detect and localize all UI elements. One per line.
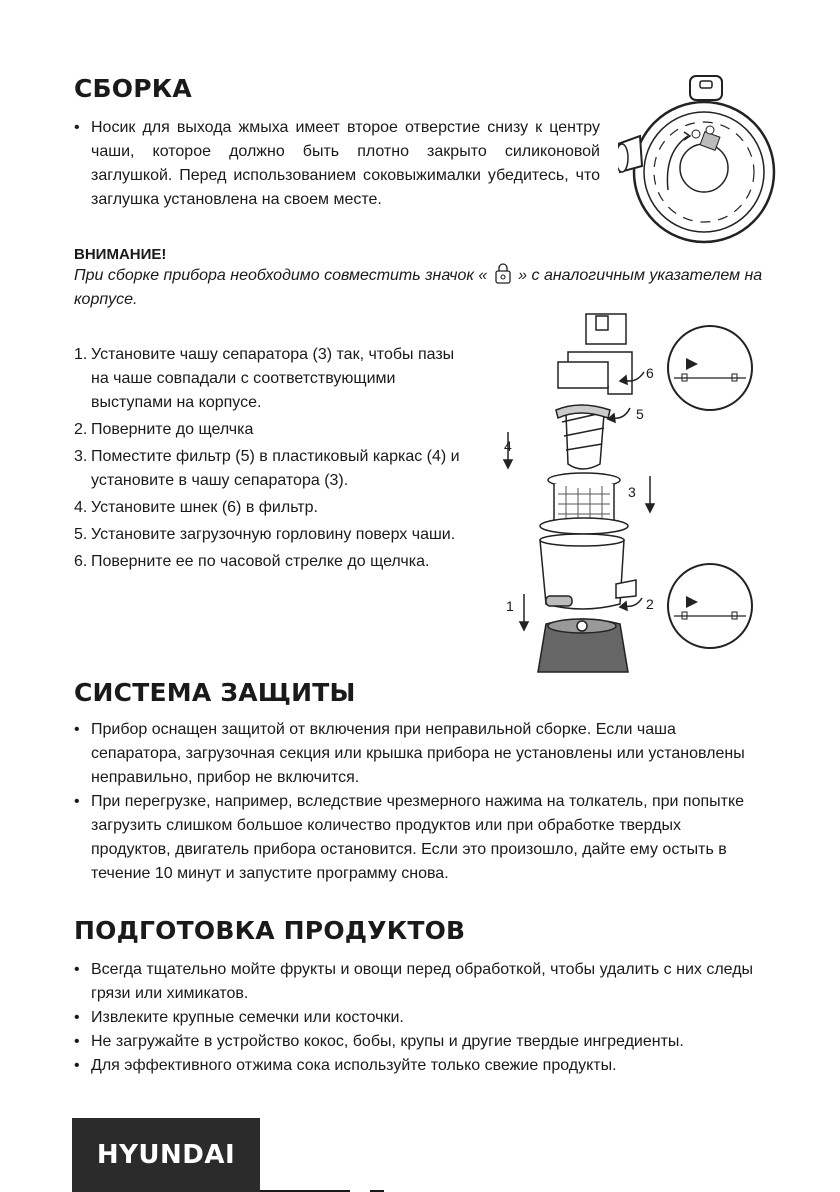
- diagram-label-5: 5: [636, 406, 644, 422]
- preparation-heading: ПОДГОТОВКА ПРОДУКТОВ: [74, 916, 466, 945]
- diagram-label-2: 2: [646, 596, 654, 612]
- brand-logo: HYUNDAI: [72, 1118, 260, 1192]
- step-text: Установите загрузочную горловину поверх чаши.: [91, 526, 456, 543]
- step-text: Установите чашу сепаратора (3) так, чтобы пазы на чаше совпадали с соответствующими выступами на корпусе.: [91, 346, 455, 411]
- alignment-detail-circle-top: [666, 324, 754, 412]
- step-item: [74, 418, 474, 442]
- diagram-label-3: 3: [628, 484, 636, 500]
- protection-bullet: • При перегрузке, например, вследствие чрезмерного нажима на толкатель, при попытке загрузить слишком большое количество продуктов или при обработке твердых продуктов, двигатель прибора остановится. Если это произошло, дайте ему остыть в течение 10 минут и запустите программу снова.: [74, 790, 764, 886]
- step-number: 4.: [74, 499, 88, 516]
- step-number: 3.: [74, 448, 88, 465]
- step-text: Поверните ее по часовой стрелке до щелчка.: [91, 553, 430, 570]
- step-item: [74, 343, 474, 415]
- step-item: [74, 550, 474, 574]
- warning-text-after: » с аналогичным указателем на корпусе.: [74, 267, 763, 308]
- diagram-label-6: 6: [646, 365, 654, 381]
- step-number: 5.: [74, 526, 88, 543]
- assembly-steps: [74, 343, 474, 577]
- warning-text-before: При сборке прибора необходимо совместить значок «: [74, 267, 488, 284]
- preparation-bullet: • Всегда тщательно мойте фрукты и овощи перед обработкой, чтобы удалить с них следы грязи или химикатов.: [74, 958, 774, 1006]
- bowl-top-view-illustration: [618, 72, 778, 248]
- diagram-label-1: 1: [506, 598, 514, 614]
- filter-part: [540, 473, 628, 534]
- lock-icon: [494, 262, 512, 284]
- alignment-detail-circle-bottom: [666, 562, 754, 650]
- step-item: [74, 523, 474, 547]
- step-item: [74, 445, 474, 493]
- step-number: 6.: [74, 553, 88, 570]
- warning-title: ВНИМАНИЕ!: [74, 246, 167, 263]
- protection-list: [74, 718, 764, 886]
- assembly-heading: СБОРКА: [74, 74, 192, 103]
- motor-base-part: [538, 619, 628, 672]
- step-number: 1.: [74, 346, 88, 363]
- step-text: Поверните до щелчка: [91, 421, 254, 438]
- preparation-bullet: • Для эффективного отжима сока используйте только свежие продукты.: [74, 1054, 774, 1078]
- step-text: Поместите фильтр (5) в пластиковый каркас (4) и установите в чашу сепаратора (3).: [91, 448, 460, 489]
- step-item: [74, 496, 474, 520]
- auger-part: [556, 405, 610, 469]
- step-number: 2.: [74, 421, 88, 438]
- preparation-list: [74, 958, 774, 1078]
- protection-heading: СИСТЕМА ЗАЩИТЫ: [74, 678, 356, 707]
- step-text: Установите шнек (6) в фильтр.: [91, 499, 318, 516]
- diagram-label-4: 4: [504, 438, 512, 454]
- assembly-list: [74, 116, 600, 212]
- preparation-bullet: • Извлеките крупные семечки или косточки.: [74, 1006, 774, 1030]
- protection-bullet: • Прибор оснащен защитой от включения при неправильной сборке. Если чаша сепаратора, загрузочная секция или крышка прибора не установлены или установлены неправильно, прибор не включится.: [74, 718, 764, 790]
- assembly-bullet: • Носик для выхода жмыха имеет второе отверстие снизу к центру чаши, которое должно быть плотно закрыто силиконовой заглушкой. Перед использованием соковыжималки убедитесь, что заглушка установлена на своем месте.: [74, 116, 600, 212]
- bowl-part: [540, 534, 636, 609]
- preparation-bullet: • Не загружайте в устройство кокос, бобы, крупы и другие твердые ингредиенты.: [74, 1030, 774, 1054]
